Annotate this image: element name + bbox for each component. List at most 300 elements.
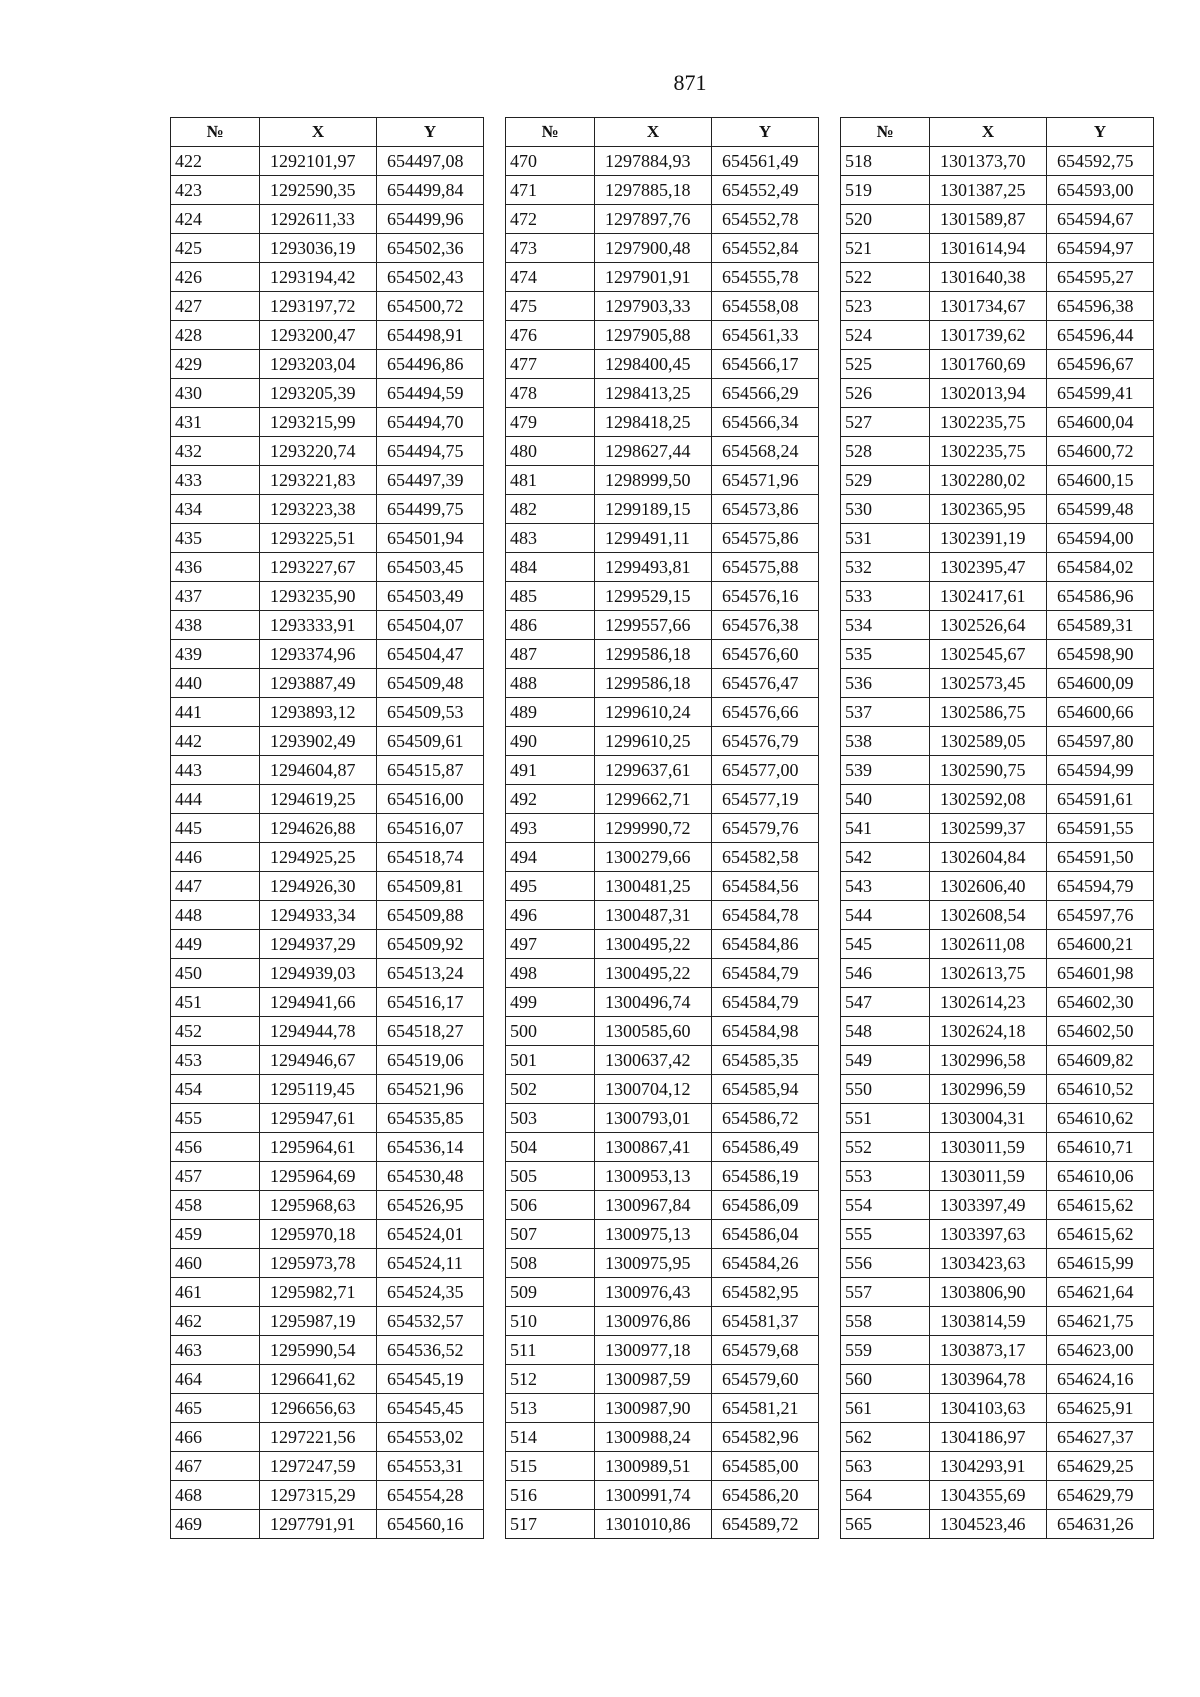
y-coordinate-cell: 654509,61 — [377, 727, 484, 756]
point-number-cell: 524 — [841, 321, 930, 350]
point-number-cell: 559 — [841, 1336, 930, 1365]
x-coordinate-cell: 1293235,90 — [260, 582, 377, 611]
table-row — [841, 611, 1154, 640]
x-coordinate-cell: 1293374,96 — [260, 640, 377, 669]
y-coordinate-cell: 654600,15 — [1047, 466, 1154, 495]
point-number-cell: 478 — [506, 379, 595, 408]
point-number-cell: 438 — [171, 611, 260, 640]
table-row — [506, 1017, 819, 1046]
y-coordinate-cell: 654629,25 — [1047, 1452, 1154, 1481]
point-number-cell: 426 — [171, 263, 260, 292]
table-row — [841, 843, 1154, 872]
point-number-cell: 424 — [171, 205, 260, 234]
y-coordinate-cell: 654501,94 — [377, 524, 484, 553]
table-row — [841, 814, 1154, 843]
point-number-cell: 548 — [841, 1017, 930, 1046]
table-row — [841, 234, 1154, 263]
x-coordinate-cell: 1294604,87 — [260, 756, 377, 785]
y-coordinate-cell: 654524,01 — [377, 1220, 484, 1249]
point-number-cell: 456 — [171, 1133, 260, 1162]
y-coordinate-cell: 654589,72 — [712, 1510, 819, 1539]
x-coordinate-cell: 1300487,31 — [595, 901, 712, 930]
table-row — [841, 1423, 1154, 1452]
table-row — [171, 350, 484, 379]
x-coordinate-cell: 1300585,60 — [595, 1017, 712, 1046]
table-row — [506, 1191, 819, 1220]
x-coordinate-cell: 1301387,25 — [930, 176, 1047, 205]
point-number-cell: 474 — [506, 263, 595, 292]
x-coordinate-cell: 1292101,97 — [260, 147, 377, 176]
point-number-cell: 476 — [506, 321, 595, 350]
x-coordinate-cell: 1297884,93 — [595, 147, 712, 176]
y-coordinate-cell: 654499,75 — [377, 495, 484, 524]
x-coordinate-cell: 1304293,91 — [930, 1452, 1047, 1481]
table-row — [506, 524, 819, 553]
table-row — [841, 1278, 1154, 1307]
y-coordinate-cell: 654586,72 — [712, 1104, 819, 1133]
point-number-cell: 432 — [171, 437, 260, 466]
table-row — [841, 901, 1154, 930]
x-coordinate-cell: 1302996,59 — [930, 1075, 1047, 1104]
point-number-cell: 506 — [506, 1191, 595, 1220]
y-coordinate-cell: 654575,88 — [712, 553, 819, 582]
table-row — [506, 147, 819, 176]
y-coordinate-cell: 654571,96 — [712, 466, 819, 495]
y-coordinate-cell: 654594,67 — [1047, 205, 1154, 234]
table-row — [171, 959, 484, 988]
y-coordinate-cell: 654584,02 — [1047, 553, 1154, 582]
x-coordinate-cell: 1300495,22 — [595, 930, 712, 959]
point-number-cell: 556 — [841, 1249, 930, 1278]
x-coordinate-cell: 1299189,15 — [595, 495, 712, 524]
x-coordinate-cell: 1300975,13 — [595, 1220, 712, 1249]
y-coordinate-cell: 654555,78 — [712, 263, 819, 292]
table-row — [841, 1307, 1154, 1336]
x-coordinate-cell: 1303397,63 — [930, 1220, 1047, 1249]
y-coordinate-cell: 654585,00 — [712, 1452, 819, 1481]
y-coordinate-cell: 654502,43 — [377, 263, 484, 292]
y-coordinate-cell: 654509,92 — [377, 930, 484, 959]
table-row — [506, 640, 819, 669]
x-coordinate-cell: 1298400,45 — [595, 350, 712, 379]
table-row — [841, 524, 1154, 553]
x-coordinate-cell: 1293200,47 — [260, 321, 377, 350]
table-row — [841, 582, 1154, 611]
point-number-cell: 447 — [171, 872, 260, 901]
point-number-cell: 547 — [841, 988, 930, 1017]
table-row — [841, 698, 1154, 727]
x-coordinate-cell: 1302395,47 — [930, 553, 1047, 582]
table-row — [171, 408, 484, 437]
y-coordinate-cell: 654518,74 — [377, 843, 484, 872]
y-coordinate-cell: 654560,16 — [377, 1510, 484, 1539]
table-row — [171, 814, 484, 843]
table-row — [506, 437, 819, 466]
table-row — [841, 408, 1154, 437]
x-coordinate-cell: 1293227,67 — [260, 553, 377, 582]
point-number-cell: 464 — [171, 1365, 260, 1394]
table-row — [506, 350, 819, 379]
y-coordinate-cell: 654586,96 — [1047, 582, 1154, 611]
y-coordinate-cell: 654516,07 — [377, 814, 484, 843]
y-coordinate-cell: 654584,98 — [712, 1017, 819, 1046]
table-row — [841, 669, 1154, 698]
x-coordinate-cell: 1303397,49 — [930, 1191, 1047, 1220]
y-coordinate-cell: 654521,96 — [377, 1075, 484, 1104]
table-row — [841, 1191, 1154, 1220]
x-coordinate-cell: 1300496,74 — [595, 988, 712, 1017]
point-number-cell: 439 — [171, 640, 260, 669]
y-coordinate-cell: 654497,39 — [377, 466, 484, 495]
y-coordinate-cell: 654566,34 — [712, 408, 819, 437]
y-coordinate-cell: 654502,36 — [377, 234, 484, 263]
point-number-cell: 525 — [841, 350, 930, 379]
x-coordinate-cell: 1294619,25 — [260, 785, 377, 814]
y-coordinate-cell: 654599,41 — [1047, 379, 1154, 408]
point-number-cell: 430 — [171, 379, 260, 408]
y-coordinate-cell: 654516,17 — [377, 988, 484, 1017]
table-row — [841, 1481, 1154, 1510]
x-coordinate-cell: 1301640,38 — [930, 263, 1047, 292]
x-coordinate-cell: 1294933,34 — [260, 901, 377, 930]
x-coordinate-cell: 1298418,25 — [595, 408, 712, 437]
x-coordinate-cell: 1299491,11 — [595, 524, 712, 553]
y-coordinate-cell: 654575,86 — [712, 524, 819, 553]
table-row — [171, 901, 484, 930]
table-row — [506, 872, 819, 901]
y-coordinate-cell: 654500,72 — [377, 292, 484, 321]
x-coordinate-cell: 1302592,08 — [930, 785, 1047, 814]
y-coordinate-cell: 654625,91 — [1047, 1394, 1154, 1423]
x-coordinate-cell: 1303011,59 — [930, 1133, 1047, 1162]
point-number-cell: 563 — [841, 1452, 930, 1481]
point-number-cell: 475 — [506, 292, 595, 321]
table-row — [171, 1394, 484, 1423]
x-coordinate-cell: 1294925,25 — [260, 843, 377, 872]
x-coordinate-cell: 1293197,72 — [260, 292, 377, 321]
table-row — [841, 321, 1154, 350]
table-row — [171, 1307, 484, 1336]
y-coordinate-cell: 654579,68 — [712, 1336, 819, 1365]
y-coordinate-cell: 654582,96 — [712, 1423, 819, 1452]
point-number-cell: 465 — [171, 1394, 260, 1423]
point-number-cell: 489 — [506, 698, 595, 727]
point-number-cell: 536 — [841, 669, 930, 698]
table-row — [506, 1162, 819, 1191]
y-coordinate-cell: 654600,21 — [1047, 930, 1154, 959]
coordinates-table-2 — [505, 117, 819, 1539]
x-coordinate-cell: 1295982,71 — [260, 1278, 377, 1307]
y-coordinate-cell: 654509,88 — [377, 901, 484, 930]
y-coordinate-cell: 654621,64 — [1047, 1278, 1154, 1307]
y-coordinate-cell: 654513,24 — [377, 959, 484, 988]
table-row — [506, 234, 819, 263]
column-header-y: Y — [712, 118, 819, 147]
point-number-cell: 441 — [171, 698, 260, 727]
x-coordinate-cell: 1301760,69 — [930, 350, 1047, 379]
y-coordinate-cell: 654631,26 — [1047, 1510, 1154, 1539]
y-coordinate-cell: 654494,70 — [377, 408, 484, 437]
x-coordinate-cell: 1302608,54 — [930, 901, 1047, 930]
point-number-cell: 498 — [506, 959, 595, 988]
point-number-cell: 429 — [171, 350, 260, 379]
table-row — [171, 234, 484, 263]
point-number-cell: 500 — [506, 1017, 595, 1046]
table-row — [841, 1162, 1154, 1191]
point-number-cell: 551 — [841, 1104, 930, 1133]
point-number-cell: 453 — [171, 1046, 260, 1075]
x-coordinate-cell: 1295968,63 — [260, 1191, 377, 1220]
point-number-cell: 552 — [841, 1133, 930, 1162]
x-coordinate-cell: 1300793,01 — [595, 1104, 712, 1133]
y-coordinate-cell: 654597,76 — [1047, 901, 1154, 930]
table-row — [506, 553, 819, 582]
y-coordinate-cell: 654596,38 — [1047, 292, 1154, 321]
point-number-cell: 425 — [171, 234, 260, 263]
y-coordinate-cell: 654600,04 — [1047, 408, 1154, 437]
point-number-cell: 527 — [841, 408, 930, 437]
table-row — [506, 669, 819, 698]
y-coordinate-cell: 654629,79 — [1047, 1481, 1154, 1510]
x-coordinate-cell: 1302280,02 — [930, 466, 1047, 495]
table-row — [506, 1046, 819, 1075]
x-coordinate-cell: 1300991,74 — [595, 1481, 712, 1510]
y-coordinate-cell: 654577,19 — [712, 785, 819, 814]
x-coordinate-cell: 1299529,15 — [595, 582, 712, 611]
y-coordinate-cell: 654581,21 — [712, 1394, 819, 1423]
y-coordinate-cell: 654586,09 — [712, 1191, 819, 1220]
table-row — [506, 1510, 819, 1539]
table-row — [171, 292, 484, 321]
table-row — [171, 988, 484, 1017]
x-coordinate-cell: 1293205,39 — [260, 379, 377, 408]
point-number-cell: 504 — [506, 1133, 595, 1162]
point-number-cell: 564 — [841, 1481, 930, 1510]
x-coordinate-cell: 1302545,67 — [930, 640, 1047, 669]
y-coordinate-cell: 654552,78 — [712, 205, 819, 234]
table-row — [171, 1017, 484, 1046]
table-row — [841, 959, 1154, 988]
point-number-cell: 529 — [841, 466, 930, 495]
point-number-cell: 513 — [506, 1394, 595, 1423]
x-coordinate-cell: 1295990,54 — [260, 1336, 377, 1365]
y-coordinate-cell: 654519,06 — [377, 1046, 484, 1075]
y-coordinate-cell: 654536,14 — [377, 1133, 484, 1162]
y-coordinate-cell: 654576,16 — [712, 582, 819, 611]
point-number-cell: 561 — [841, 1394, 930, 1423]
table-row — [171, 1191, 484, 1220]
point-number-cell: 461 — [171, 1278, 260, 1307]
table-row — [171, 611, 484, 640]
table-row — [171, 553, 484, 582]
y-coordinate-cell: 654566,17 — [712, 350, 819, 379]
point-number-cell: 562 — [841, 1423, 930, 1452]
y-coordinate-cell: 654536,52 — [377, 1336, 484, 1365]
x-coordinate-cell: 1304523,46 — [930, 1510, 1047, 1539]
x-coordinate-cell: 1299586,18 — [595, 669, 712, 698]
table-row — [841, 1133, 1154, 1162]
table-row — [506, 379, 819, 408]
table-row — [841, 1046, 1154, 1075]
x-coordinate-cell: 1293203,04 — [260, 350, 377, 379]
x-coordinate-cell: 1300987,90 — [595, 1394, 712, 1423]
y-coordinate-cell: 654591,50 — [1047, 843, 1154, 872]
y-coordinate-cell: 654584,79 — [712, 959, 819, 988]
table-row — [171, 524, 484, 553]
table-row — [171, 640, 484, 669]
table-row — [506, 1075, 819, 1104]
x-coordinate-cell: 1302235,75 — [930, 408, 1047, 437]
table-row — [171, 1423, 484, 1452]
y-coordinate-cell: 654592,75 — [1047, 147, 1154, 176]
point-number-cell: 469 — [171, 1510, 260, 1539]
table-row — [171, 1365, 484, 1394]
x-coordinate-cell: 1301614,94 — [930, 234, 1047, 263]
point-number-cell: 499 — [506, 988, 595, 1017]
y-coordinate-cell: 654610,62 — [1047, 1104, 1154, 1133]
x-coordinate-cell: 1301734,67 — [930, 292, 1047, 321]
x-coordinate-cell: 1293887,49 — [260, 669, 377, 698]
y-coordinate-cell: 654610,52 — [1047, 1075, 1154, 1104]
y-coordinate-cell: 654524,35 — [377, 1278, 484, 1307]
table-row — [171, 785, 484, 814]
x-coordinate-cell: 1299610,25 — [595, 727, 712, 756]
x-coordinate-cell: 1301739,62 — [930, 321, 1047, 350]
point-number-cell: 538 — [841, 727, 930, 756]
y-coordinate-cell: 654593,00 — [1047, 176, 1154, 205]
point-number-cell: 520 — [841, 205, 930, 234]
point-number-cell: 433 — [171, 466, 260, 495]
point-number-cell: 487 — [506, 640, 595, 669]
table-row — [841, 263, 1154, 292]
x-coordinate-cell: 1303964,78 — [930, 1365, 1047, 1394]
point-number-cell: 502 — [506, 1075, 595, 1104]
x-coordinate-cell: 1302526,64 — [930, 611, 1047, 640]
y-coordinate-cell: 654584,78 — [712, 901, 819, 930]
y-coordinate-cell: 654497,08 — [377, 147, 484, 176]
point-number-cell: 454 — [171, 1075, 260, 1104]
point-number-cell: 484 — [506, 553, 595, 582]
point-number-cell: 450 — [171, 959, 260, 988]
table-row — [506, 785, 819, 814]
x-coordinate-cell: 1303814,59 — [930, 1307, 1047, 1336]
x-coordinate-cell: 1297901,91 — [595, 263, 712, 292]
x-coordinate-cell: 1293333,91 — [260, 611, 377, 640]
x-coordinate-cell: 1293194,42 — [260, 263, 377, 292]
table-row — [841, 1075, 1154, 1104]
y-coordinate-cell: 654494,75 — [377, 437, 484, 466]
point-number-cell: 481 — [506, 466, 595, 495]
y-coordinate-cell: 654615,62 — [1047, 1220, 1154, 1249]
point-number-cell: 463 — [171, 1336, 260, 1365]
table-row — [506, 1394, 819, 1423]
table-row — [171, 1075, 484, 1104]
x-coordinate-cell: 1302613,75 — [930, 959, 1047, 988]
y-coordinate-cell: 654600,09 — [1047, 669, 1154, 698]
x-coordinate-cell: 1295947,61 — [260, 1104, 377, 1133]
y-coordinate-cell: 654504,47 — [377, 640, 484, 669]
table-row — [506, 466, 819, 495]
point-number-cell: 545 — [841, 930, 930, 959]
point-number-cell: 558 — [841, 1307, 930, 1336]
y-coordinate-cell: 654586,04 — [712, 1220, 819, 1249]
point-number-cell: 503 — [506, 1104, 595, 1133]
point-number-cell: 472 — [506, 205, 595, 234]
x-coordinate-cell: 1302586,75 — [930, 698, 1047, 727]
table-row — [841, 1394, 1154, 1423]
table-row — [506, 698, 819, 727]
x-coordinate-cell: 1300967,84 — [595, 1191, 712, 1220]
table-row — [171, 1133, 484, 1162]
x-coordinate-cell: 1302391,19 — [930, 524, 1047, 553]
point-number-cell: 490 — [506, 727, 595, 756]
point-number-cell: 565 — [841, 1510, 930, 1539]
point-number-cell: 494 — [506, 843, 595, 872]
y-coordinate-cell: 654595,27 — [1047, 263, 1154, 292]
x-coordinate-cell: 1293220,74 — [260, 437, 377, 466]
point-number-cell: 519 — [841, 176, 930, 205]
x-coordinate-cell: 1293902,49 — [260, 727, 377, 756]
x-coordinate-cell: 1297903,33 — [595, 292, 712, 321]
x-coordinate-cell: 1294926,30 — [260, 872, 377, 901]
point-number-cell: 468 — [171, 1481, 260, 1510]
x-coordinate-cell: 1303004,31 — [930, 1104, 1047, 1133]
x-coordinate-cell: 1293221,83 — [260, 466, 377, 495]
table-row — [841, 727, 1154, 756]
x-coordinate-cell: 1304355,69 — [930, 1481, 1047, 1510]
y-coordinate-cell: 654601,98 — [1047, 959, 1154, 988]
x-coordinate-cell: 1302365,95 — [930, 495, 1047, 524]
point-number-cell: 554 — [841, 1191, 930, 1220]
table-row — [506, 611, 819, 640]
table-row — [506, 843, 819, 872]
coordinates-table-1 — [170, 117, 484, 1539]
x-coordinate-cell: 1300279,66 — [595, 843, 712, 872]
point-number-cell: 531 — [841, 524, 930, 553]
x-coordinate-cell: 1299557,66 — [595, 611, 712, 640]
table-row — [841, 756, 1154, 785]
point-number-cell: 483 — [506, 524, 595, 553]
x-coordinate-cell: 1302606,40 — [930, 872, 1047, 901]
table-row — [841, 1336, 1154, 1365]
x-coordinate-cell: 1295987,19 — [260, 1307, 377, 1336]
y-coordinate-cell: 654596,44 — [1047, 321, 1154, 350]
x-coordinate-cell: 1302611,08 — [930, 930, 1047, 959]
y-coordinate-cell: 654498,91 — [377, 321, 484, 350]
x-coordinate-cell: 1297247,59 — [260, 1452, 377, 1481]
y-coordinate-cell: 654561,49 — [712, 147, 819, 176]
x-coordinate-cell: 1300953,13 — [595, 1162, 712, 1191]
y-coordinate-cell: 654561,33 — [712, 321, 819, 350]
table-row — [171, 669, 484, 698]
table-row — [171, 698, 484, 727]
y-coordinate-cell: 654576,79 — [712, 727, 819, 756]
point-number-cell: 434 — [171, 495, 260, 524]
x-coordinate-cell: 1302599,37 — [930, 814, 1047, 843]
point-number-cell: 512 — [506, 1365, 595, 1394]
x-coordinate-cell: 1295964,61 — [260, 1133, 377, 1162]
point-number-cell: 435 — [171, 524, 260, 553]
point-number-cell: 428 — [171, 321, 260, 350]
x-coordinate-cell: 1301373,70 — [930, 147, 1047, 176]
point-number-cell: 466 — [171, 1423, 260, 1452]
point-number-cell: 530 — [841, 495, 930, 524]
point-number-cell: 508 — [506, 1249, 595, 1278]
x-coordinate-cell: 1303806,90 — [930, 1278, 1047, 1307]
point-number-cell: 437 — [171, 582, 260, 611]
y-coordinate-cell: 654602,30 — [1047, 988, 1154, 1017]
y-coordinate-cell: 654624,16 — [1047, 1365, 1154, 1394]
